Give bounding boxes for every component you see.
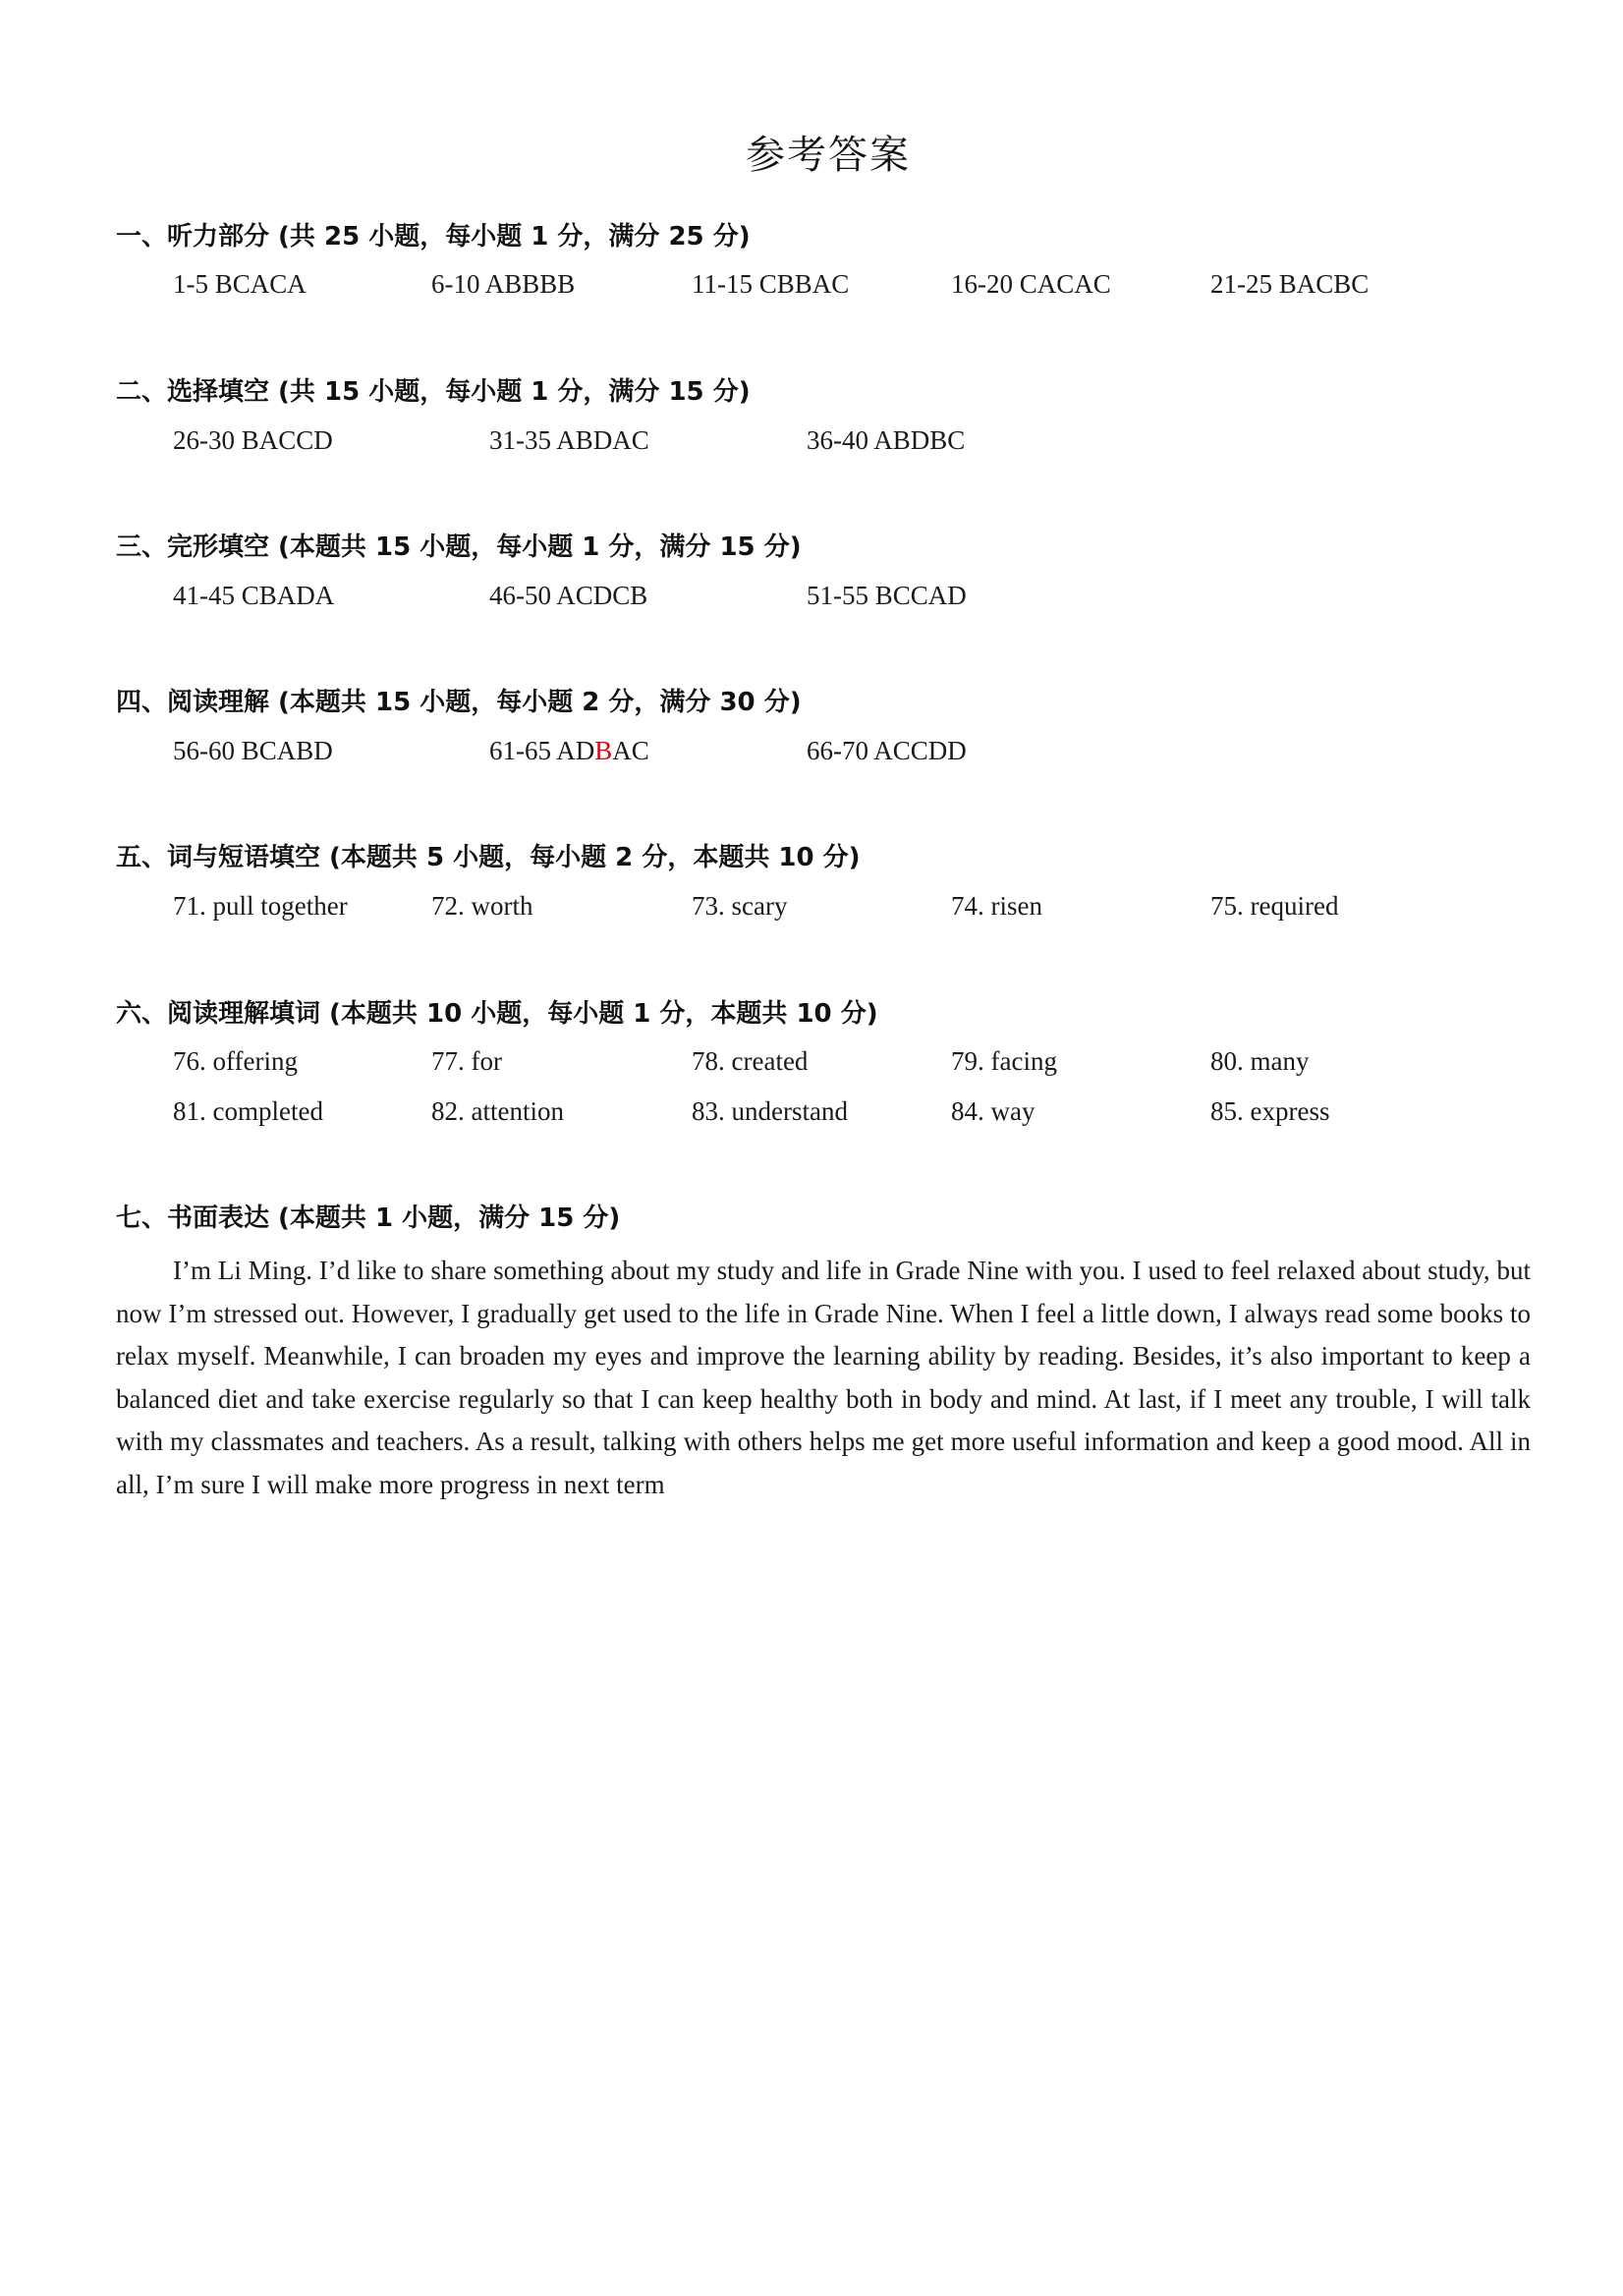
answer-item: 73. scary	[692, 891, 788, 921]
section-heading-word-fill: 五、词与短语填空 (本题共 5 小题，每小题 2 分，本题共 10 分)	[116, 843, 861, 872]
answer-item: 75. required	[1210, 891, 1339, 921]
answer-item: 84. way	[951, 1096, 1035, 1126]
answer-group: 1-5 BCACA	[173, 269, 307, 299]
answer-item: 82. attention	[431, 1096, 564, 1126]
answer-group: 41-45 CBADA	[173, 581, 335, 610]
section-heading-listening: 一、听力部分 (共 25 小题，每小题 1 分，满分 25 分)	[116, 222, 751, 252]
section-heading-reading: 四、阅读理解 (本题共 15 小题，每小题 2 分，满分 30 分)	[116, 688, 802, 717]
answer-item: 76. offering	[173, 1046, 298, 1076]
answer-text: AC	[612, 736, 649, 765]
answer-group: 56-60 BCABD	[173, 736, 333, 765]
answer-group: 26-30 BACCD	[173, 425, 333, 455]
answer-item: 85. express	[1210, 1096, 1330, 1126]
answer-item: 78. created	[692, 1046, 809, 1076]
section-heading-cloze: 三、完形填空 (本题共 15 小题，每小题 1 分，满分 15 分)	[116, 532, 802, 562]
answer-group: 6-10 ABBBB	[431, 269, 576, 299]
answer-item: 72. worth	[431, 891, 533, 921]
answer-item: 74. risen	[951, 891, 1042, 921]
answer-item: 83. understand	[692, 1096, 848, 1126]
answer-group: 16-20 CACAC	[951, 269, 1111, 299]
answer-group: 51-55 BCCAD	[807, 581, 967, 610]
answer-item: 79. facing	[951, 1046, 1057, 1076]
section-heading-writing: 七、书面表达 (本题共 1 小题，满分 15 分)	[116, 1204, 621, 1233]
answer-group: 66-70 ACCDD	[807, 736, 967, 765]
sample-essay: I’m Li Ming. I’d like to share something about my study and life in Grade Nine with you. I used to feel relaxed about study, but now I’m stressed out. However, I gradually get used to the life in Grade Nine. When I feel a little down, I always read some books to relax myself. Meanwhile, I can broaden my eyes and improve the learning ability by reading. Besides, it’s also important to keep a balanced diet and take exercise regularly so that I can keep healthy both in body and mind. At last, if I meet any trouble, I will talk with my classmates and teachers. As a result, talking with others helps me get more useful information and keep a good mood. All in all, I’m sure I will make more progress in next term	[116, 1256, 1531, 1499]
answer-item: 80. many	[1210, 1046, 1310, 1076]
section-heading-reading-fill: 六、阅读理解填词 (本题共 10 小题，每小题 1 分，本题共 10 分)	[116, 999, 878, 1029]
answer-text: 61-65 AD	[489, 736, 595, 765]
corrected-answer-letter: B	[594, 736, 613, 765]
page-title: 参考答案	[746, 133, 911, 178]
answer-group: 21-25 BACBC	[1210, 269, 1370, 299]
answer-group: 31-35 ABDAC	[489, 425, 649, 455]
answer-group: 11-15 CBBAC	[692, 269, 850, 299]
answer-item: 71. pull together	[173, 891, 348, 921]
answer-item: 77. for	[431, 1046, 502, 1076]
answer-group: 46-50 ACDCB	[489, 581, 648, 610]
answer-group-highlighted	[489, 736, 649, 766]
section-heading-multiple-choice: 二、选择填空 (共 15 小题，每小题 1 分，满分 15 分)	[116, 377, 751, 407]
answer-item: 81. completed	[173, 1096, 323, 1126]
answer-group: 36-40 ABDBC	[807, 425, 966, 455]
